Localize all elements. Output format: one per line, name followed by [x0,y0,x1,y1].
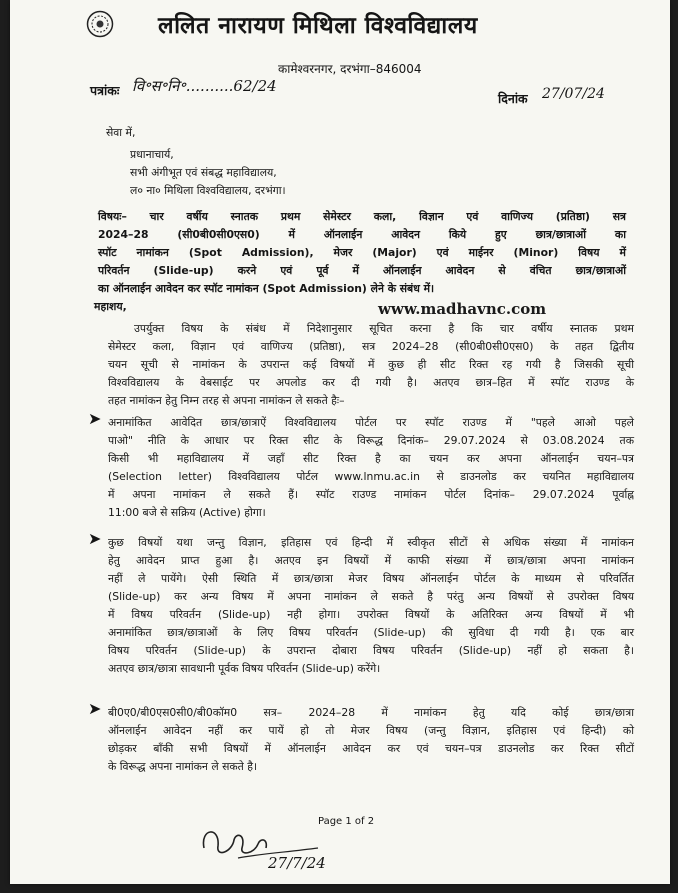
bullet-arrow-icon: ➤ [88,699,102,718]
point2-line: विषय परिवर्तन (Slide-up) के उपरान्त दोबारा विषय परिवर्तन (Slide-up) नहीं हो सकता है। [108,644,634,657]
point2-line: में विषय परिवर्तन (Slide-up) नही होगा। उपरोक्त विषयों के अतिरिक्त अन्य विषयों में भी [108,608,634,621]
point2-line: कुछ विषयों यथा जन्तु विज्ञान, इतिहास एवं हिन्दी में स्वीकृत सीटों से अधिक संख्या में नामांकन [108,536,634,549]
intro-line: चयन सूची से नामांकन के उपरान्त कई विषयों में कुछ ही सीट रिक्त रह गयी है जिसकी सूची [108,358,634,371]
point1-line: में अपना नामांकन ले सकते हैं। स्पॉट राउण्ड नामांकन पोर्टल दिनांक– 29.07.2024 पूर्वाह्न [108,488,634,501]
signature-mark [198,818,358,884]
subject-line: 2024–28 (सी0बी0सी0एस0) में ऑनलाईन आवेदन किये हुए छात्र/छात्राओं का [98,228,626,241]
point3-line: छोड़कर बाँकी सभी विषयों में ऑनलाईन आवेदन कर एवं चयन–पत्र डाउनलोड कर रिक्त सीटों [108,742,634,755]
point3-line: बी0ए0/बी0एस0सी0/बी0कॉम0 सत्र– 2024–28 में नामांकन हेतु यदि कोई छात्र/छात्रा [108,706,634,719]
date-value: 27/07/24 [542,86,605,102]
intro-line: विश्वविद्यालय के वेबसाईट पर अपलोड कर दी गयी है। अतएव छात्र–हित में स्पॉट राउण्ड के [108,376,634,389]
point2-line: अतएव छात्र/छात्रा सावधानी पूर्वक विषय परिवर्तन (Slide-up) करेंगे। [108,662,381,675]
intro-line: उपर्युक्त विषय के संबंध में निदेशानुसार सूचित करना है कि चार वर्षीय स्नातक प्रथम [134,322,634,335]
subject-line: का ऑनलाईन आवेदन कर स्पॉट नामांकन (Spot Admission) लेने के संबंध में। [98,282,435,295]
point1-line: 11:00 बजे से सक्रिय (Active) होगा। [108,506,266,519]
university-seal-icon [86,10,114,38]
point2-line: हेतु आवेदन प्राप्त हुआ है। अतएव इन विषयों में काफी संख्या में छात्र/छात्रा अपना नामांकन [108,554,634,567]
point3-line: ऑनलाईन आवेदन नहीं कर पायें हो तो मेजर विषय (जन्तु विज्ञान, इतिहास एवं हिन्दी) को [108,724,634,737]
reference-label: पत्रांकः [90,83,120,98]
recipient-line: ल० ना० मिथिला विश्वविद्यालय, दरभंगा। [130,184,286,197]
recipient-line: सभी अंगीभूत एवं संबद्ध महाविद्यालय, [130,166,277,179]
intro-line: सेमेस्टर कला, विज्ञान एवं वाणिज्य (प्रतिष्ठा), सत्र 2024–28 (सी0बी0सी0एस0) के तहत द्वितीय [108,340,634,353]
point3-line: के विरूद्ध अपना नामांकन ले सकते है। [108,760,258,773]
point1-line: अनामांकित आवेदित छात्र/छात्राऐं विश्वविद्यालय पोर्टल पर स्पॉट राउण्ड में "पहले आओ पहले [108,416,634,429]
point2-line: (Slide-up) कर अन्य विषय में अपना नामांकन ले सकते है परंतु अन्य विषयों से उपरोक्त विषय [108,590,634,603]
subject-line: विषयः– चार वर्षीय स्नातक प्रथम सेमेस्टर कला, विज्ञान एवं वाणिज्य (प्रतिष्ठा) सत्र [98,210,626,223]
point2-line: नहीं ले पायेंगे। ऐसी स्थिति में छात्र/छात्रा मेजर विषय ऑनलाईन पोर्टल के माध्यम से परिवर्तित [108,572,634,585]
greeting: महाशय, [94,300,127,313]
document-page [10,0,670,884]
point2-line: अनामांकित छात्र/छात्राओं के लिए विषय परिवर्तन (Slide-up) की सुविधा दी गयी है। एक बार [108,626,634,639]
subject-line: परिवर्तन (Slide-up) करने एवं पूर्व में ऑनलाईन आवेदन से वंचित छात्र/छात्राओं [98,264,626,277]
university-address: कामेश्वरनगर, दरभंगा–846004 [278,62,422,76]
bullet-arrow-icon: ➤ [88,409,102,428]
bullet-arrow-icon: ➤ [88,529,102,548]
watermark-text: www.madhavnc.com [378,300,547,318]
reference-number: वि॰स॰नि॰..........62/24 [132,77,277,95]
salutation: सेवा में, [106,126,136,139]
intro-line: तहत नामांकन हेतु निम्न तरह से अपना नामांकन ले सकते हैः– [108,394,345,407]
date-label: दिनांक [498,91,528,106]
signature-date: 27/7/24 [268,854,326,872]
page-number: Page 1 of 2 [318,816,375,827]
recipient-line: प्रधानाचार्य, [130,148,174,161]
point1-line: पाओ" नीति के आधार पर रिक्त सीट के विरूद्ध दिनांक– 29.07.2024 से 03.08.2024 तक [108,434,634,447]
subject-line: स्पॉट नामांकन (Spot Admission), मेजर (Major) एवं माईनर (Minor) विषय में [98,246,626,259]
point1-line: (Selection letter) विश्वविद्यालय पोर्टल www.lnmu.ac.in से डाउनलोड कर चयनित महाविद्यालय [108,470,634,483]
university-name: ललित नारायण मिथिला विश्वविद्यालय [158,13,478,39]
point1-line: किसी भी महाविद्यालय में जहाँ सीट रिक्त है का चयन कर अपना ऑनलाईन चयन–पत्र [108,452,634,465]
